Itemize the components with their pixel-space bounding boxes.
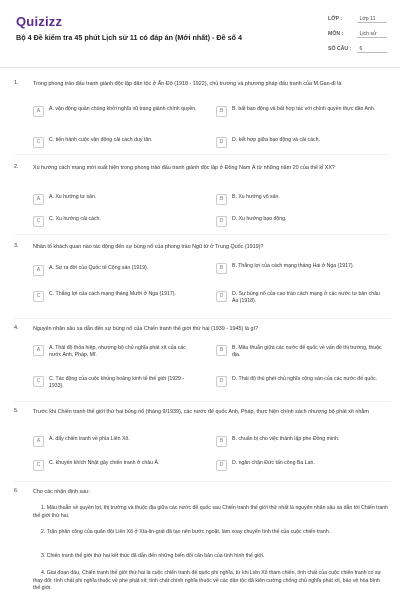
question-number: 6.	[14, 488, 19, 494]
quizizz-logo: Quizizz	[16, 14, 63, 29]
option-text: C. Tác động của cuộc khủng hoảng kinh tế thế giới (1929 - 1933).	[49, 376, 185, 390]
question-number: 1.	[14, 80, 19, 86]
question-number: 4.	[14, 325, 19, 331]
meta-subject-value: Lịch sử	[357, 31, 387, 38]
meta-class-value: Lớp 11	[357, 16, 387, 23]
question-text: Cho các nhận định sau:	[33, 489, 90, 495]
option-letter: D	[216, 216, 227, 227]
option-letter: B	[216, 436, 227, 447]
option-text: B. Thắng lợi của cách mạng tháng Hai ở Nga (1917).	[232, 263, 355, 269]
meta-count	[328, 46, 394, 53]
option-text: C. Thắng lợi của cách mạng tháng Mười ở Nga (1917).	[49, 291, 176, 297]
question-text: Trước khi Chiến tranh thế giới thứ hai bùng nổ (tháng 9/1939), các nước đế quốc Anh, Pháp, thực hiện chính sách nhượng bộ phát xít nhằm	[33, 409, 369, 415]
option-text: A. Xu hướng tư sản.	[49, 194, 97, 200]
option-text: A. vận động quần chúng khởi nghĩa vũ trang giành chính quyền.	[49, 106, 197, 112]
option-text: D. Xu hướng bạo động.	[232, 216, 287, 222]
option-letter: D	[216, 460, 227, 471]
question-text: Nguyên nhân sâu xa dẫn đến sự bùng nổ của Chiến tranh thế giới thứ hai (1939 - 1945) là gì?	[33, 326, 259, 332]
question-number: 5.	[14, 408, 19, 414]
statement-3: 3. Chiến tranh thế giới thứ hai kết thúc đã dẫn đến những biến đổi căn bản của tình hình thế giới.	[41, 553, 265, 559]
option-text: B. Xu hướng vô sản.	[232, 194, 280, 200]
divider	[14, 481, 390, 482]
option-text: B. chuẩn bị cho việc thành lập phe Đồng minh.	[232, 436, 340, 442]
option-letter: B	[216, 345, 227, 356]
meta-count-value: 6	[357, 46, 387, 53]
option-letter: C	[33, 460, 44, 471]
option-text: C. tiến hành cuộc vận động cải cách duy tân.	[49, 137, 153, 143]
question-text: Nhân tố khách quan nào tác động đến sự bùng nổ của phong trào Ngũ tứ ở Trung Quốc (1919)?	[33, 244, 264, 250]
meta-count-key: SỐ CÂU :	[328, 46, 352, 52]
option-text: B. bất bạo động và bất hợp tác với chính quyền thực dân Anh.	[232, 106, 376, 112]
statement-1: 1. Mâu thuẫn về quyền lợi, thị trường và thuộc địa giữa các nước đế quốc sau Chiến tranh thế giới thứ nhất là nguyên nhân sâu xa dẫn tới Chiến tranh thế giới thứ hai.	[33, 505, 388, 519]
divider	[14, 234, 390, 235]
divider	[14, 318, 390, 319]
option-letter: C	[33, 216, 44, 227]
option-letter: D	[216, 291, 227, 302]
option-letter: B	[216, 263, 227, 274]
option-letter: A	[33, 436, 44, 447]
option-letter: D	[216, 376, 227, 387]
option-text: D. Sự bùng nổ của cao trào cách mạng ở các nước tư bản châu Âu (1918).	[232, 291, 380, 305]
document-header	[0, 0, 400, 68]
option-letter: B	[216, 194, 227, 205]
option-letter: C	[33, 291, 44, 302]
option-letter: A	[33, 265, 44, 276]
option-letter: D	[216, 137, 227, 148]
option-letter: A	[33, 106, 44, 117]
option-text: A. Sự ra đời của Quốc tế Cộng sản (1919).	[49, 265, 149, 271]
option-text: D. ngăn chặn Đức tấn công Ba Lan.	[232, 460, 315, 466]
divider	[14, 154, 390, 155]
option-text: D. kết hợp giữa bạo động và cải cách.	[232, 137, 320, 143]
question-text: Xu hướng cách mạng mới xuất hiện trong phong trào đấu tranh giành độc lập ở Đông Nam Á từ những năm 20 của thế kỉ XX?	[33, 165, 335, 171]
meta-subject-key: MÔN :	[328, 31, 344, 37]
question-number: 3.	[14, 243, 19, 249]
option-text: D. Thái độ thù ghét chủ nghĩa cộng sản của các nước đế quốc.	[232, 376, 378, 382]
question-number: 2.	[14, 164, 19, 170]
option-letter: C	[33, 137, 44, 148]
statement-4: 4. Giai đoạn đầu, Chiến tranh thế giới thứ hai là cuộc chiến tranh đế quốc phi nghĩa, từ khi Liên Xô tham chiến, tính chất của cuộc chiến tranh có sự thay đổi: tính chất phi nghĩa thuộc về phe phát xít; tính chất chính nghĩa thuộc về các dân tộc đã kiên cường chống chủ nghĩa phát xít, bảo vệ hòa bình thế giới.	[33, 570, 381, 592]
option-text: C. Xu hướng cải cách.	[49, 216, 101, 222]
meta-subject	[328, 31, 394, 38]
document-title: Bộ 4 Đề kiểm tra 45 phút Lịch sử 11 có đáp án (Mới nhất) - Đề số 4	[16, 33, 242, 42]
divider	[14, 401, 390, 402]
option-letter: A	[33, 194, 44, 205]
option-text: C. khuyến khích Nhật gây chiến tranh ở châu Á.	[49, 460, 160, 466]
option-text: B. Mâu thuẫn giữa các nước đế quốc về vấn đề thị trường, thuộc địa.	[232, 345, 382, 359]
statement-2: 2. Trận phản công của quân đội Liên Xô ở Xta-lin-grát đã tạo nên bước ngoặt, làm xoay chuyển tình thế của cuộc chiến tranh.	[41, 529, 331, 535]
option-letter: C	[33, 376, 44, 387]
meta-class	[328, 16, 394, 23]
option-text: A. đẩy chiến tranh về phía Liên Xô.	[49, 436, 130, 442]
meta-class-key: LỚP :	[328, 16, 343, 22]
option-letter: A	[33, 345, 44, 356]
option-text: A. Thái độ thỏa hiệp, nhượng bộ chủ nghĩa phát xít của các nước Anh, Pháp, Mĩ.	[49, 345, 186, 359]
question-text: Trong phong trào đấu tranh giành độc lập dân tộc ở Ấn Độ (1918 - 1922), chủ trương và phương pháp đấu tranh của M.Gan-đi là	[33, 81, 342, 87]
option-letter: B	[216, 106, 227, 117]
